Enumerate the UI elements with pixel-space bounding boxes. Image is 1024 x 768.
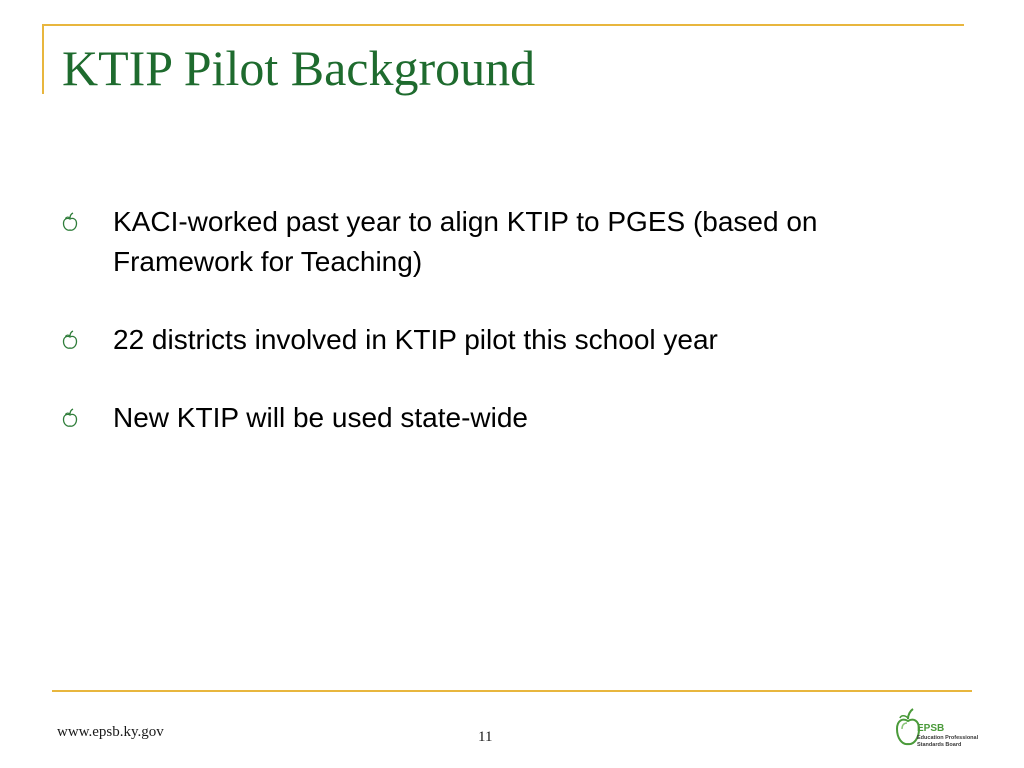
- footer-accent-line: [52, 690, 972, 692]
- slide-title: KTIP Pilot Background: [62, 40, 536, 96]
- logo-abbreviation: EPSB: [917, 723, 945, 734]
- logo-org-name: Education Professional Standards Board: [917, 735, 979, 748]
- apple-bullet-icon: [62, 212, 78, 232]
- footer-website-link[interactable]: www.epsb.ky.gov: [57, 724, 164, 740]
- bullet-text: KACI-worked past year to align KTIP to PGES (based on Framework for Teaching): [113, 206, 818, 277]
- bullet-text: 22 districts involved in KTIP pilot this school year: [113, 324, 718, 355]
- bullet-item: [62, 202, 962, 282]
- bullet-item: [62, 320, 962, 360]
- bullet-list: [62, 202, 962, 438]
- bullet-item: [62, 398, 962, 438]
- apple-bullet-icon: [62, 408, 78, 428]
- header-accent-line: [42, 24, 964, 26]
- apple-bullet-icon: [62, 330, 78, 350]
- epsb-logo: [895, 705, 990, 755]
- page-number: 11: [478, 729, 493, 745]
- bullet-text: New KTIP will be used state-wide: [113, 402, 528, 433]
- header-accent-corner: [42, 24, 44, 94]
